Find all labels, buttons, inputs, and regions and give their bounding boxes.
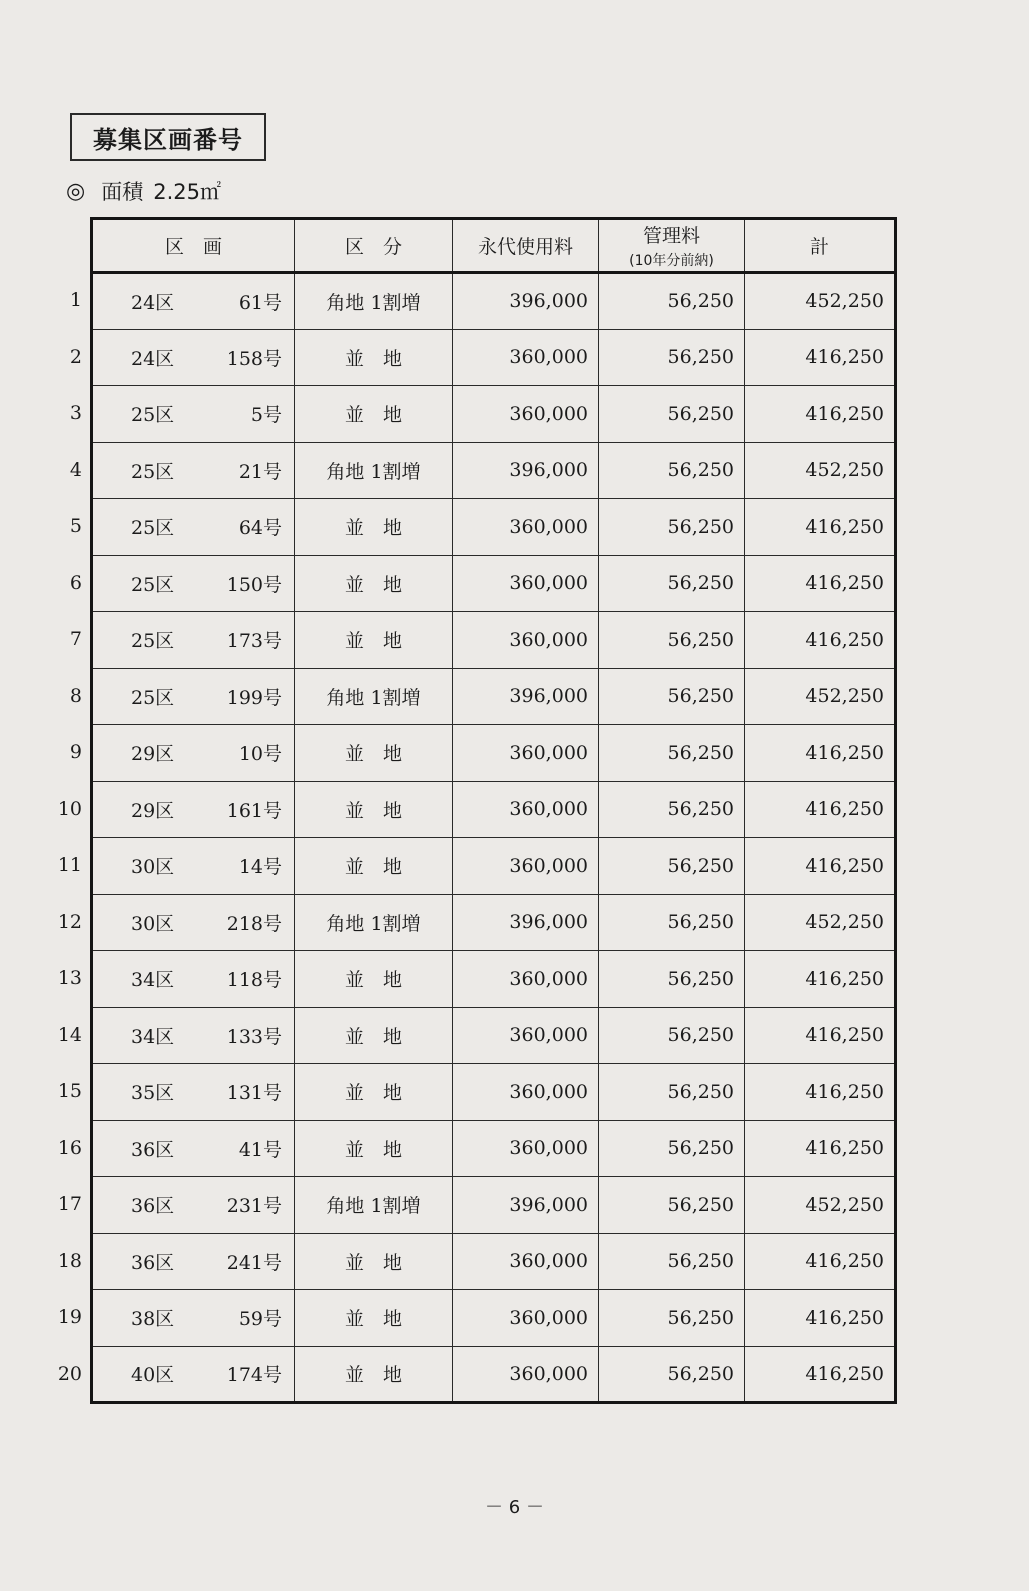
cell-kubun: 並 地 [295, 1346, 453, 1403]
row-number: 15 [57, 1080, 82, 1103]
header-total: 計 [745, 219, 896, 273]
table-row [92, 838, 896, 895]
cell-go: 21号 [238, 460, 282, 483]
cell-total: 416,250 [745, 1064, 896, 1121]
cell-kanri: 56,250 [599, 442, 745, 499]
cell-kukaku [92, 1290, 295, 1347]
table-row [92, 329, 896, 386]
cell-go: 161号 [226, 799, 282, 822]
double-circle-mark: ◎ [66, 178, 86, 204]
cell-ku: 36区 [131, 1138, 175, 1161]
table-row [92, 781, 896, 838]
table-row [92, 951, 896, 1008]
plot-table [90, 217, 897, 1404]
cell-total: 416,250 [745, 1007, 896, 1064]
header-kanri-sub: (10年分前納) [629, 253, 714, 269]
table-row [92, 725, 896, 782]
row-number: 17 [57, 1193, 82, 1216]
cell-ku: 25区 [131, 460, 175, 483]
cell-go: 158号 [226, 347, 282, 370]
cell-eidai: 360,000 [453, 1290, 599, 1347]
cell-total: 416,250 [745, 1233, 896, 1290]
cell-total: 452,250 [745, 442, 896, 499]
cell-total: 452,250 [745, 273, 896, 330]
area-label: 面積 [101, 180, 144, 204]
cell-kanri: 56,250 [599, 1177, 745, 1234]
header-kukaku: 区 画 [92, 219, 295, 273]
cell-kanri: 56,250 [599, 1233, 745, 1290]
cell-eidai: 360,000 [453, 555, 599, 612]
cell-kukaku [92, 612, 295, 669]
cell-go: 131号 [226, 1082, 282, 1105]
cell-eidai: 360,000 [453, 612, 599, 669]
cell-kukaku [92, 273, 295, 330]
cell-go: 14号 [238, 856, 282, 879]
cell-go: 5号 [250, 404, 282, 427]
cell-kanri: 56,250 [599, 725, 745, 782]
cell-go: 59号 [238, 1308, 282, 1331]
cell-eidai: 360,000 [453, 1233, 599, 1290]
cell-kubun: 並 地 [295, 725, 453, 782]
row-number: 8 [69, 684, 82, 707]
cell-eidai: 360,000 [453, 951, 599, 1008]
cell-go: 231号 [226, 1195, 282, 1218]
cell-go: 64号 [238, 517, 282, 540]
cell-kubun: 並 地 [295, 1290, 453, 1347]
row-number: 13 [57, 967, 82, 990]
cell-kubun: 並 地 [295, 781, 453, 838]
cell-ku: 34区 [131, 1025, 175, 1048]
cell-total: 416,250 [745, 781, 896, 838]
cell-kanri: 56,250 [599, 386, 745, 443]
row-number: 11 [57, 854, 82, 877]
cell-ku: 30区 [131, 912, 175, 935]
table-row [92, 894, 896, 951]
cell-eidai: 360,000 [453, 838, 599, 895]
row-number: 5 [69, 515, 82, 538]
cell-kanri: 56,250 [599, 1346, 745, 1403]
cell-kukaku [92, 725, 295, 782]
table-row [92, 612, 896, 669]
cell-eidai: 396,000 [453, 894, 599, 951]
cell-total: 416,250 [745, 555, 896, 612]
row-number: 12 [57, 910, 82, 933]
cell-kukaku [92, 442, 295, 499]
cell-total: 416,250 [745, 725, 896, 782]
table-row [92, 555, 896, 612]
cell-eidai: 360,000 [453, 499, 599, 556]
cell-kukaku [92, 1346, 295, 1403]
cell-total: 416,250 [745, 1346, 896, 1403]
cell-kukaku [92, 838, 295, 895]
row-number: 10 [57, 797, 82, 820]
cell-ku: 36区 [131, 1251, 175, 1274]
cell-kukaku [92, 1120, 295, 1177]
cell-ku: 29区 [131, 799, 175, 822]
cell-total: 416,250 [745, 1120, 896, 1177]
cell-ku: 40区 [131, 1364, 175, 1387]
cell-eidai: 360,000 [453, 725, 599, 782]
row-number: 14 [57, 1023, 82, 1046]
cell-kukaku [92, 1177, 295, 1234]
cell-ku: 25区 [131, 630, 175, 653]
table-row [92, 1346, 896, 1403]
section-title: 募集区画番号 [70, 113, 266, 161]
cell-total: 416,250 [745, 329, 896, 386]
cell-kanri: 56,250 [599, 499, 745, 556]
cell-total: 416,250 [745, 386, 896, 443]
cell-kukaku [92, 1007, 295, 1064]
header-kanri [599, 219, 745, 273]
cell-kanri: 56,250 [599, 1064, 745, 1121]
cell-kubun: 並 地 [295, 329, 453, 386]
table-row [92, 668, 896, 725]
cell-ku: 38区 [131, 1308, 175, 1331]
cell-ku: 24区 [131, 291, 175, 314]
cell-kukaku [92, 329, 295, 386]
table-row [92, 442, 896, 499]
cell-kanri: 56,250 [599, 668, 745, 725]
cell-kanri: 56,250 [599, 781, 745, 838]
cell-kanri: 56,250 [599, 1007, 745, 1064]
table-row [92, 1177, 896, 1234]
cell-kanri: 56,250 [599, 894, 745, 951]
cell-kubun: 並 地 [295, 838, 453, 895]
header-kanri-label: 管理料 [642, 225, 700, 247]
cell-total: 452,250 [745, 668, 896, 725]
cell-kanri: 56,250 [599, 1290, 745, 1347]
cell-total: 416,250 [745, 1290, 896, 1347]
row-number: 2 [69, 345, 82, 368]
cell-eidai: 396,000 [453, 273, 599, 330]
table-row [92, 1120, 896, 1177]
row-number: 19 [57, 1306, 82, 1329]
cell-kukaku [92, 1064, 295, 1121]
header-kubun: 区 分 [295, 219, 453, 273]
cell-kanri: 56,250 [599, 951, 745, 1008]
cell-kubun: 角地 1割増 [295, 273, 453, 330]
area-value: 2.25㎡ [153, 180, 221, 204]
cell-kubun: 並 地 [295, 612, 453, 669]
row-number: 4 [69, 458, 82, 481]
cell-kubun: 並 地 [295, 1007, 453, 1064]
cell-go: 41号 [238, 1138, 282, 1161]
cell-kanri: 56,250 [599, 838, 745, 895]
row-number: 20 [57, 1362, 82, 1385]
cell-eidai: 360,000 [453, 1064, 599, 1121]
cell-kanri: 56,250 [599, 555, 745, 612]
cell-ku: 25区 [131, 686, 175, 709]
cell-kanri: 56,250 [599, 1120, 745, 1177]
cell-kukaku [92, 668, 295, 725]
row-number: 1 [69, 289, 82, 312]
row-number: 9 [69, 741, 82, 764]
cell-eidai: 360,000 [453, 1346, 599, 1403]
row-number: 16 [57, 1136, 82, 1159]
cell-ku: 34区 [131, 969, 175, 992]
table-row [92, 273, 896, 330]
row-number-column [46, 272, 86, 1402]
cell-kubun: 角地 1割増 [295, 668, 453, 725]
cell-ku: 24区 [131, 347, 175, 370]
row-number: 3 [69, 402, 82, 425]
table-row [92, 1233, 896, 1290]
cell-eidai: 360,000 [453, 781, 599, 838]
cell-kanri: 56,250 [599, 273, 745, 330]
cell-eidai: 396,000 [453, 442, 599, 499]
cell-ku: 25区 [131, 517, 175, 540]
cell-kubun: 並 地 [295, 951, 453, 1008]
cell-eidai: 396,000 [453, 1177, 599, 1234]
cell-go: 173号 [226, 630, 282, 653]
row-number: 6 [69, 571, 82, 594]
table-row [92, 1290, 896, 1347]
cell-go: 10号 [238, 743, 282, 766]
cell-total: 452,250 [745, 1177, 896, 1234]
cell-eidai: 360,000 [453, 1120, 599, 1177]
cell-go: 150号 [226, 573, 282, 596]
table-header-row [92, 219, 896, 273]
cell-ku: 30区 [131, 856, 175, 879]
cell-go: 241号 [226, 1251, 282, 1274]
cell-go: 218号 [226, 912, 282, 935]
cell-total: 416,250 [745, 951, 896, 1008]
cell-kubun: 並 地 [295, 1120, 453, 1177]
cell-kukaku [92, 1233, 295, 1290]
cell-ku: 36区 [131, 1195, 175, 1218]
cell-eidai: 360,000 [453, 1007, 599, 1064]
cell-eidai: 360,000 [453, 329, 599, 386]
cell-total: 416,250 [745, 838, 896, 895]
cell-total: 416,250 [745, 612, 896, 669]
cell-kukaku [92, 386, 295, 443]
cell-ku: 29区 [131, 743, 175, 766]
cell-kanri: 56,250 [599, 612, 745, 669]
cell-kubun: 角地 1割増 [295, 442, 453, 499]
page-number: － 6 － [485, 1497, 544, 1518]
cell-kubun: 並 地 [295, 1064, 453, 1121]
table-row [92, 386, 896, 443]
cell-kubun: 並 地 [295, 499, 453, 556]
cell-ku: 35区 [131, 1082, 175, 1105]
table-row [92, 1007, 896, 1064]
cell-kukaku [92, 781, 295, 838]
cell-go: 174号 [226, 1364, 282, 1387]
cell-kubun: 並 地 [295, 1233, 453, 1290]
cell-kubun: 並 地 [295, 386, 453, 443]
cell-kubun: 並 地 [295, 555, 453, 612]
row-number: 7 [69, 628, 82, 651]
cell-kukaku [92, 499, 295, 556]
table-row [92, 499, 896, 556]
cell-kubun: 角地 1割増 [295, 894, 453, 951]
table-row [92, 1064, 896, 1121]
cell-kukaku [92, 894, 295, 951]
cell-kukaku [92, 555, 295, 612]
cell-go: 199号 [226, 686, 282, 709]
cell-go: 61号 [238, 291, 282, 314]
table-body [92, 273, 896, 1403]
cell-eidai: 360,000 [453, 386, 599, 443]
cell-ku: 25区 [131, 573, 175, 596]
cell-go: 133号 [226, 1025, 282, 1048]
cell-eidai: 396,000 [453, 668, 599, 725]
row-number: 18 [57, 1249, 82, 1272]
cell-kanri: 56,250 [599, 329, 745, 386]
header-eidai: 永代使用料 [453, 219, 599, 273]
cell-go: 118号 [226, 969, 282, 992]
cell-total: 452,250 [745, 894, 896, 951]
cell-total: 416,250 [745, 499, 896, 556]
cell-ku: 25区 [131, 404, 175, 427]
cell-kukaku [92, 951, 295, 1008]
area-line [66, 176, 221, 206]
cell-kubun: 角地 1割増 [295, 1177, 453, 1234]
